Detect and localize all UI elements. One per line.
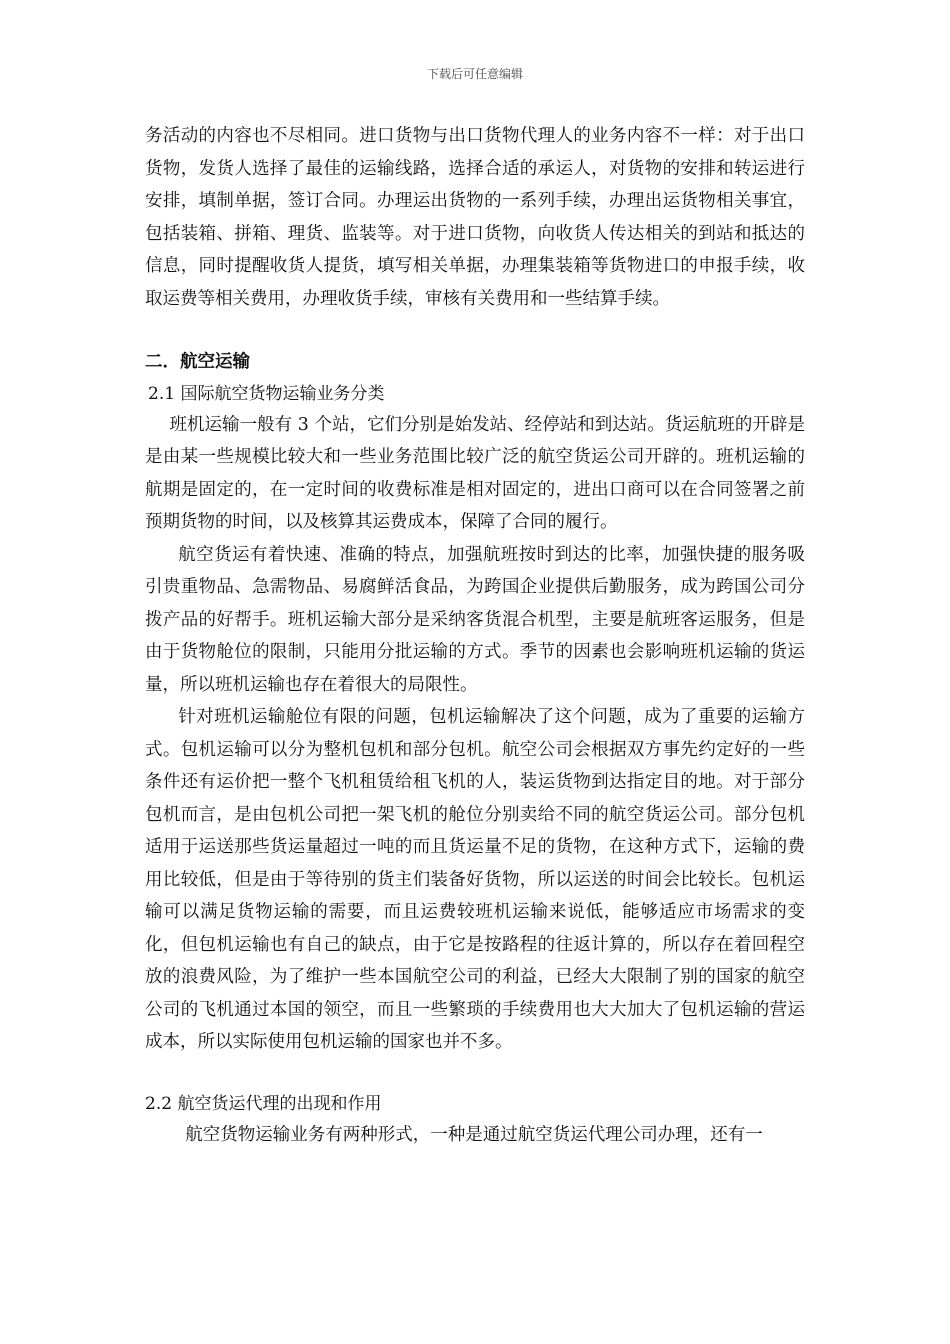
section-heading: 二．航空运输 bbox=[145, 352, 250, 372]
paragraph-air-cargo-features: 航空货运有着快速、准确的特点，加强航班按时到达的比率，加强快捷的服务吸引贵重物品、急需物品、易腐鲜活食品，为跨国企业提供后勤服务，成为跨国公司分拨产品的好帮手。班机运输大部分是采纳客货混合机型，主要是航班客运服务，但是由于货物舱位的限制，只能用分批运输的方式。季节的因素也会影响班机运输的货运量，所以班机运输也存在着很大的局限性。 bbox=[145, 544, 805, 695]
paragraph-charter-transport: 针对班机运输舱位有限的问题，包机运输解决了这个问题，成为了重要的运输方式。包机运输可以分为整机包机和部分包机。航空公司会根据双方事先约定好的一些条件还有运价把一整个飞机租赁给租飞机的人，装运货物到达指定目的地。对于部分包机而言，是由包机公司把一架飞机的舱位分别卖给不同的航空货运公司。部分包机适用于运送那些货运量超过一吨的而且货运量不足的货物，在这种方式下，运输的费用比较低，但是由于等待别的货主们装备好货物，所以运送的时间会比较长。包机运输可以满足货物运输的需要，而且运费较班机运输来说低，能够适应市场需求的变化，但包机运输也有自己的缺点，由于它是按路程的往返计算的，所以存在着回程空放的浪费风险，为了维护一些本国航空公司的利益，已经大大限制了别的国家的航空公司的飞机通过本国的领空，而且一些繁琐的手续费用也大大加大了包机运输的营运成本，所以实际使用包机运输的国家也并不多。 bbox=[145, 707, 805, 1052]
paragraph-scheduled-flights: 班机运输一般有 3 个站，它们分别是始发站、经停站和到达站。货运航班的开辟是是由某一些规模比较大和一些业务范围比较广泛的航空货运公司开辟的。班机运输的航期是固定的，在一定时间的收费标准是相对固定的，进出口商可以在合同签署之前预期货物的时间，以及核算其运费成本，保障了合同的履行。 bbox=[145, 414, 805, 532]
paragraph-intro: 务活动的内容也不尽相同。进口货物与出口货物代理人的业务内容不一样：对于出口货物，发货人选择了最佳的运输线路，选择合适的承运人，对货物的安排和转运进行安排，填制单据，签订合同。办理运出货物的一系列手续，办理出运货物相关事宜，包括装箱、拼箱、理货、监装等。对于进口货物，向收货人传达相关的到站和抵达的信息，同时提醒收货人提货，填写相关单据，办理集装箱等货物进口的申报手续，收取运费等相关费用，办理收货手续，审核有关费用和一些结算手续。 bbox=[145, 126, 805, 309]
paragraph-cargo-agency: 航空货物运输业务有两种形式，一种是通过航空货运代理公司办理，还有一 bbox=[185, 1124, 763, 1145]
spacer bbox=[145, 315, 805, 346]
document-body bbox=[145, 120, 805, 1151]
subsection-heading-2-2: 2.2 航空货运代理的出现和作用 bbox=[145, 1093, 382, 1114]
subsection-heading-2-1: 2.1 国际航空货物运输业务分类 bbox=[148, 383, 385, 404]
spacer bbox=[145, 1059, 805, 1089]
page-header: 下载后可任意编辑 bbox=[426, 67, 523, 81]
